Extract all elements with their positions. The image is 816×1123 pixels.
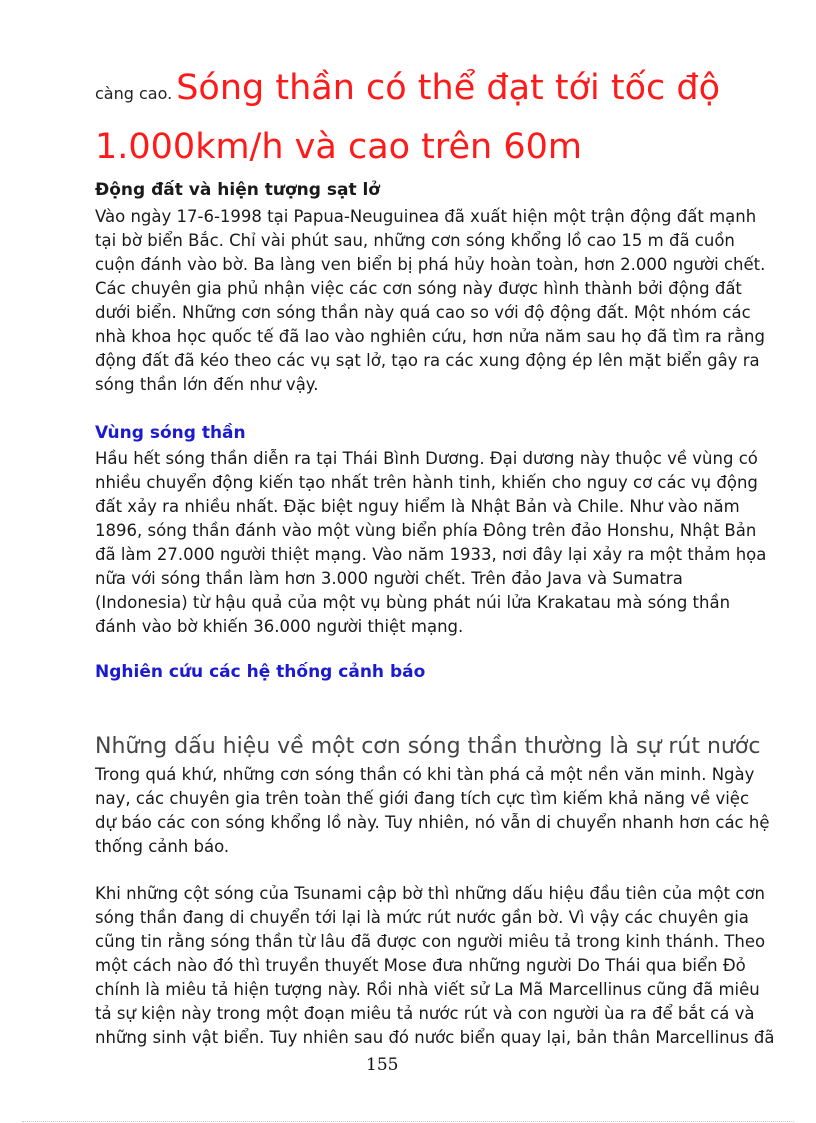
- section-heading-warning-systems: Nghiên cứu các hệ thống cảnh báo: [95, 662, 426, 682]
- section-body-tsunami-zone: Hầu hết sóng thần diễn ra tại Thái Bình Dương. Đại dương này thuộc về vùng có nhiều chuyển động kiến tạo nhất trên hành tinh, khiến cho nguy cơ các vụ động đất xảy ra nhiều nhất. Đặc biệt nguy hiểm là Nhật Bản và Chile. Như vào năm 1896, sóng thần đánh vào một vùng biển phía Đông trên đảo Honshu, Nhật Bản đã làm 27.000 người thiệt mạng. Vào năm 1933, nơi đây lại xảy ra một thảm họa nữa với sóng thần làm hơn 3.000 người chết. Trên đảo Java và Sumatra (Indonesia) từ hậu quả của một vụ bùng phát núi lửa Krakatau mà sóng thần đánh vào bờ khiến 36.000 người thiệt mạng.: [95, 449, 767, 636]
- footer-divider: [22, 1121, 794, 1122]
- headline-highlight-line1: Sóng thần có thể đạt tới tốc độ: [176, 68, 720, 108]
- page-number: 155: [366, 1055, 399, 1075]
- headline: [95, 62, 775, 180]
- section-body-warning-1: Trong quá khứ, những cơn sóng thần có khi tàn phá cả một nền văn minh. Ngày nay, các chuyên gia trên toàn thế giới đang tích cực tìm kiếm khả năng về việc dự báo các con sóng khổng lồ này. Tuy nhiên, nó vẫn di chuyển nhanh hơn các hệ thống cảnh báo.: [95, 765, 770, 856]
- headline-highlight-line2: 1.000km/h và cao trên 60m: [95, 127, 582, 167]
- section-heading-earthquake: Động đất và hiện tượng sạt lở: [95, 180, 380, 200]
- section-subtitle-water-recede: Những dấu hiệu về một cơn sóng thần thường là sự rút nước: [95, 734, 761, 759]
- section-heading-tsunami-zone: Vùng sóng thần: [95, 423, 246, 443]
- section-body-warning-2: Khi những cột sóng của Tsunami cập bờ thì những dấu hiệu đầu tiên của một cơn sóng thần đang di chuyển tới lại là mức rút nước gần bờ. Vì vậy các chuyên gia cũng tin rằng sóng thần từ lâu đã được con người miêu tả trong kinh thánh. Theo một cách nào đó thì truyền thuyết Mose đưa những người Do Thái qua biển Đỏ chính là miêu tả hiện tượng này. Rồi nhà viết sử La Mã Marcellinus cũng đã miêu tả sự kiện này trong một đoạn miêu tả nước rút và con người ùa ra để bắt cá và những sinh vật biển. Tuy nhiên sau đó nước biển quay lại, bản thân Marcellinus đã: [95, 884, 775, 1047]
- section-body-earthquake: Vào ngày 17-6-1998 tại Papua-Neuguinea đã xuất hiện một trận động đất mạnh tại bờ biển Bắc. Chỉ vài phút sau, những cơn sóng khổng lồ cao 15 m đã cuồn cuộn đánh vào bờ. Ba làng ven biển bị phá hủy hoàn toàn, hơn 2.000 người chết. Các chuyên gia phủ nhận việc các cơn sóng này được hình thành bởi động đất dưới biển. Những cơn sóng thần này quá cao so với độ động đất. Một nhóm các nhà khoa học quốc tế đã lao vào nghiên cứu, hơn nửa năm sau họ đã tìm ra rằng động đất đã kéo theo các vụ sạt lở, tạo ra các xung động ép lên mặt biển gây ra sóng thần lớn đến như vậy.: [95, 207, 766, 394]
- headline-lead: càng cao.: [95, 84, 173, 103]
